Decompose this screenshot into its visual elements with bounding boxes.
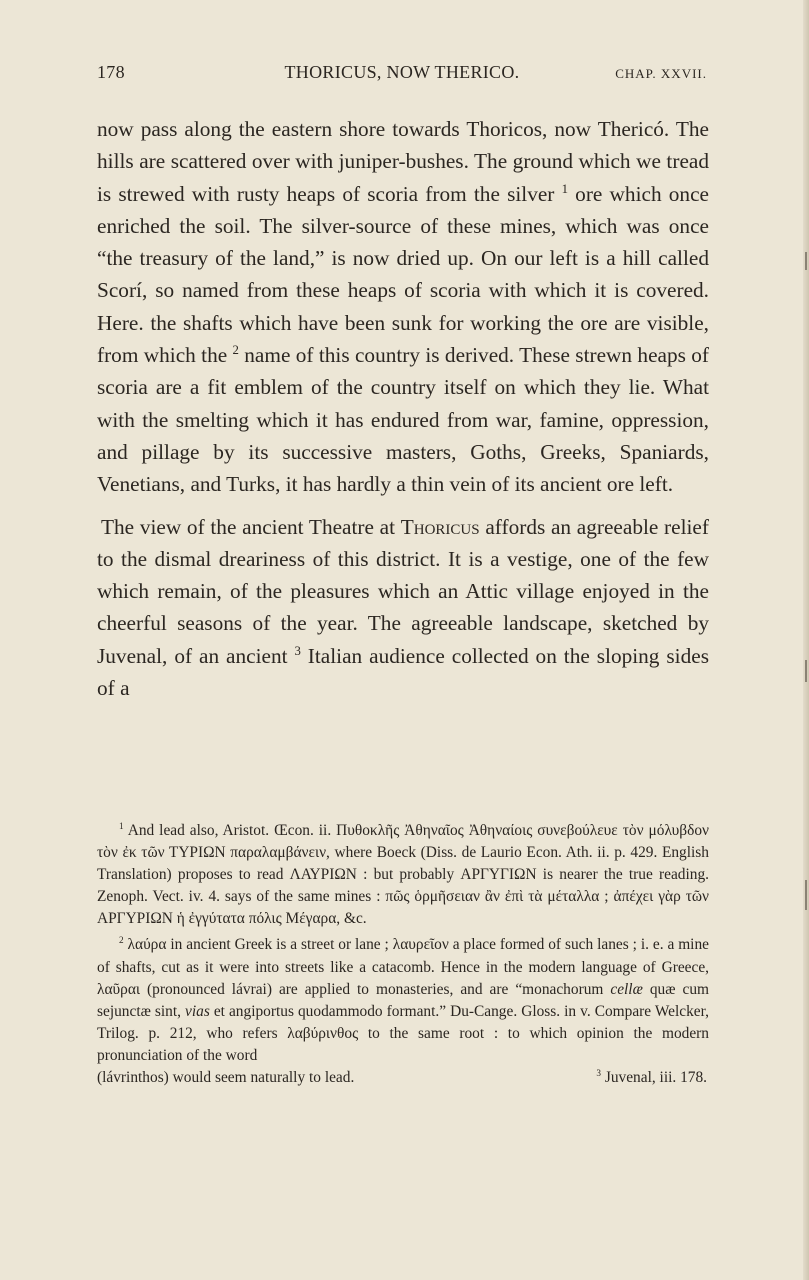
paragraph-2: [97, 511, 709, 705]
para1-text-b: ore which once enriched the soil. The silver-source of these mines, which was once “the treasury of the land,” is now dried up. On our left is a hill called Scorí, so named from these heaps of scoria with which it is covered. Here. the shafts which have been sunk for working the ore are visible, from which the: [97, 181, 709, 368]
footnote-2-text-c: et angiportus quodammodo formant.” Du-Cange. Gloss. in v. Compare Welcker, Trilog. p. 212, who refers λαβύρινθος to the same root : to which opinion the modern pronunciation of the word: [97, 1002, 709, 1064]
page-header: [97, 58, 707, 88]
paragraph-1: [97, 113, 709, 501]
para2-text-b: affords an agreeable relief to the dismal dreariness of this district. It is a vestige, one of the few which remain, of the pleasures which an Attic village enjoyed in the cheerful seasons of the year. The agreeable landscape, sketched by Juvenal, of an ancient: [97, 514, 709, 668]
footnote-2-italic-cellae: cellæ: [610, 980, 643, 998]
main-text: [97, 113, 709, 704]
footnote-2: [97, 934, 709, 1067]
footnote-2-italic-vias: vias: [185, 1002, 210, 1020]
footnote-3-text: Juvenal, iii. 178.: [600, 1069, 707, 1087]
footnote-3-mark: 3: [596, 1067, 601, 1078]
footnote-2-mark: 2: [119, 935, 124, 946]
footnote-2-text-b: quæ cum sejunctæ sint,: [97, 980, 709, 1020]
footnotes: [97, 820, 709, 1089]
footnote-ref-3: 3: [294, 643, 301, 658]
page-number: 178: [97, 62, 125, 82]
chapter-label: CHAP. XXVII.: [615, 66, 707, 81]
page-edge: [803, 0, 809, 1280]
para2-text-a: The view of the ancient Theatre at: [101, 514, 401, 539]
place-name-thoricus: Thoricus: [400, 514, 480, 539]
footnote-ref-1: 1: [561, 181, 568, 196]
footnote-1-text: And lead also, Aristot. Œcon. ii. Πυθοκλῆς Ἀθηναῖος Ἀθηναίοις συνεβούλευε τὸν μόλυβδον τὸν ἐκ τῶν ΤΥΡΙΩΝ παραλαμβάνειν, where Boeck (Diss. de Laurio Econ. Ath. ii. p. 429. English Translation) proposes to read ΛΑΥΡΙΩΝ : but probably ΑΡΓΥΓΙΩΝ is nearer the true reading. Zenoph. Vect. iv. 4. says of the same mines : πῶς ὁρμῆσειαν ἂν ἐπὶ τὰ μέταλλα ; ἀπέχει γὰρ τῶν ΑΡΓΥΡΙΩΝ ἡ ἐγγύτατα πόλις Μέγαρα, &c.: [97, 822, 709, 928]
running-title: THORICUS, NOW THERICO.: [284, 62, 520, 82]
para2-text-c: Italian audience collected on the sloping sides of a: [97, 643, 709, 701]
para1-text-c: name of this country is derived. These strewn heaps of scoria are a fit emblem of the country itself on which they lie. What with the smelting which it has endured from war, famine, oppression, and pillage by its successive masters, Goths, Greeks, Spaniards, Venetians, and Turks, it has hardly a thin vein of its ancient ore left.: [97, 343, 709, 497]
footnote-ref-2: 2: [232, 342, 239, 357]
footnote-1: [97, 820, 709, 930]
footnote-3: [596, 1067, 707, 1089]
footnote-2-last-line: (lávrinthos) would seem naturally to lead.: [97, 1069, 355, 1087]
para1-text-a: now pass along the eastern shore towards Thoricos, now Thericó. The hills are scattered over with juniper-bushes. The ground which we tread is strewed with rusty heaps of scoria from the silver: [97, 117, 709, 206]
footnote-1-mark: 1: [119, 820, 124, 831]
footnote-2-text-a: λαύρα in ancient Greek is a street or lane ; λαυρεῖον a place formed of such lanes ; i. e. a mine of shafts, cut as it were into streets like a catacomb. Hence in the modern language of Greece, λαῦραι (pronounced lávrai) are applied to monasteries, and are “monachorum: [97, 936, 709, 998]
footnote-last-line: [97, 1067, 709, 1089]
